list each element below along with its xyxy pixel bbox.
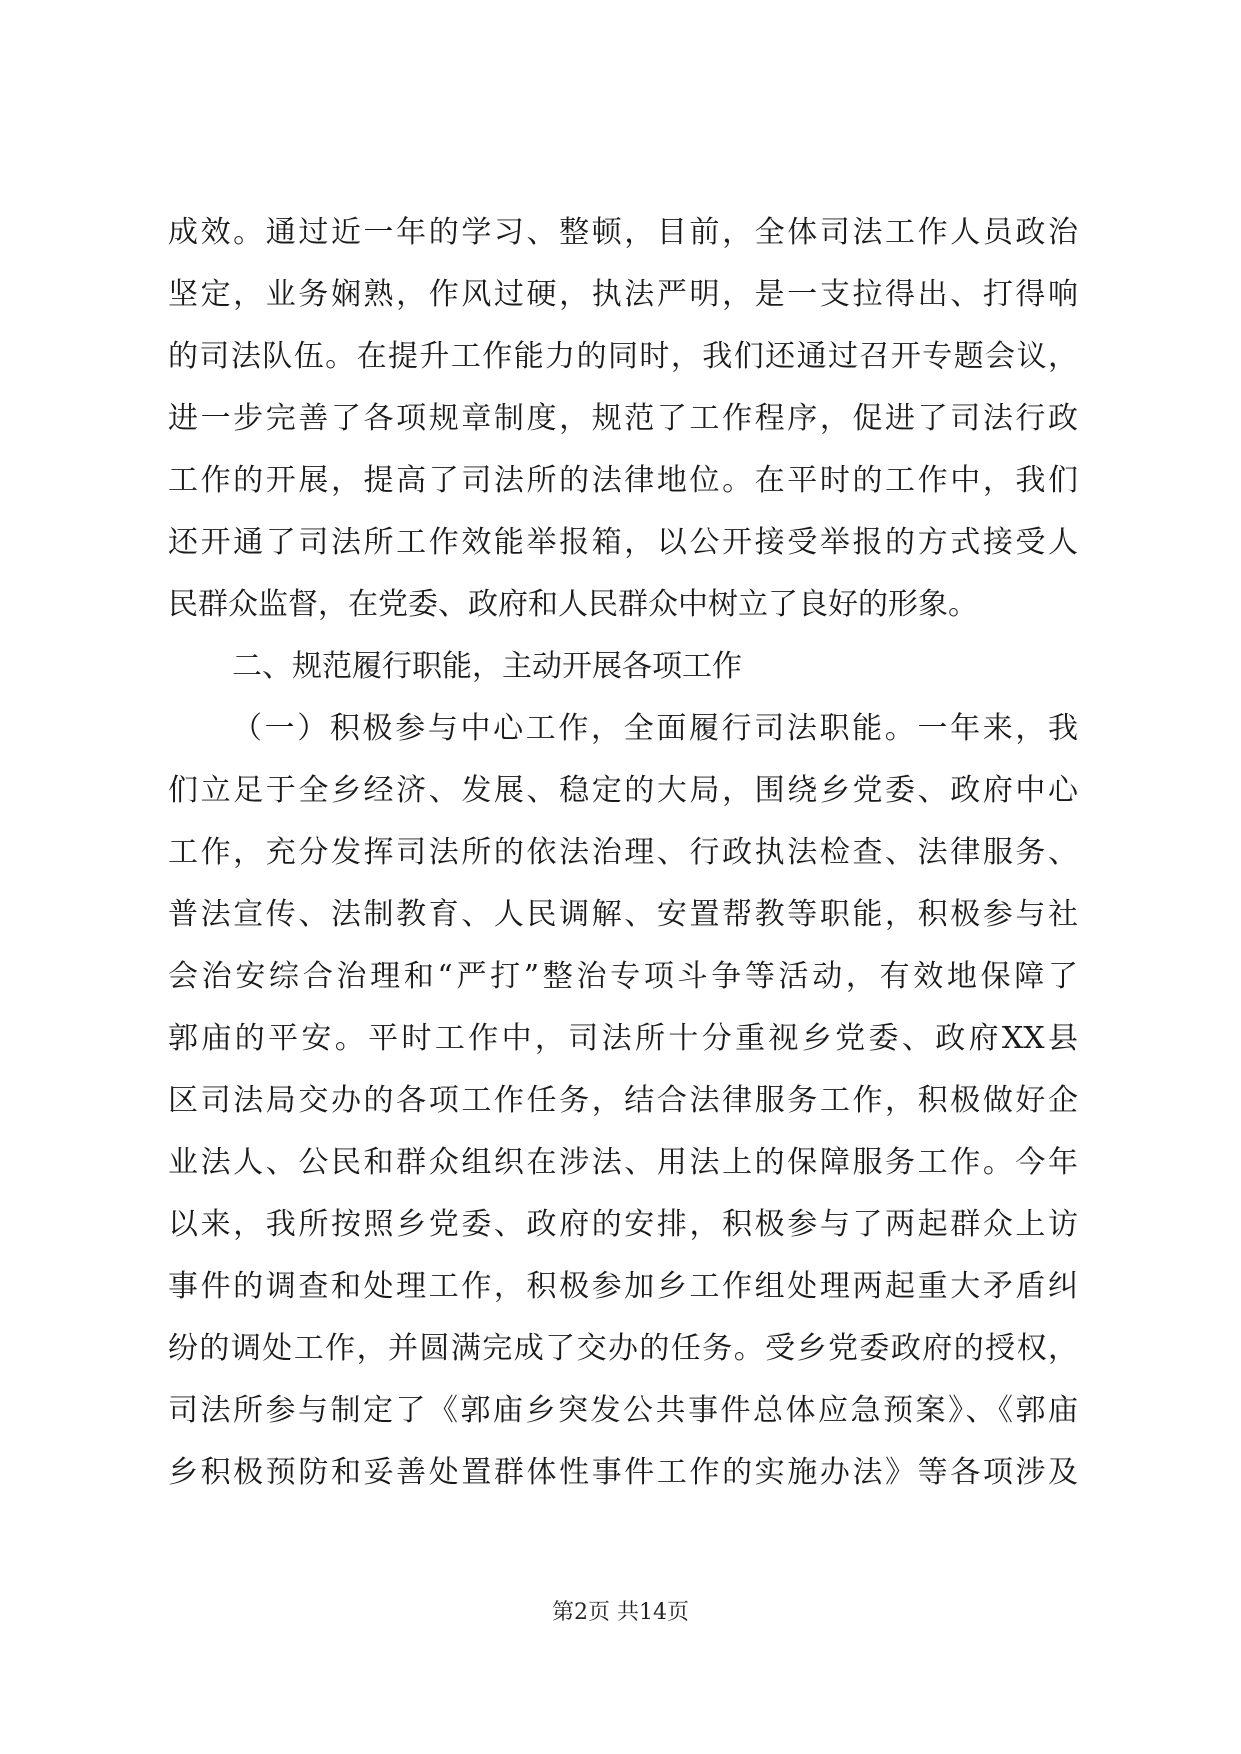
- text-line: 郭庙的平安。平时工作中，司法所十分重视乡党委、政府XX县: [168, 1021, 1078, 1056]
- text-line: 以来，我所按照乡党委、政府的安排，积极参与了两起群众上访: [168, 1207, 1078, 1242]
- text-line: 事件的调查和处理工作，积极参加乡工作组处理两起重大矛盾纠: [168, 1269, 1078, 1304]
- section-heading: 二、规范履行职能，主动开展各项工作: [232, 649, 742, 684]
- text-line: 司法所参与制定了《郭庙乡突发公共事件总体应急预案》、《郭庙: [168, 1393, 1078, 1428]
- text-line: 还开通了司法所工作效能举报箱，以公开接受举报的方式接受人: [168, 525, 1078, 560]
- text-line: 进一步完善了各项规章制度，规范了工作程序，促进了司法行政: [168, 401, 1078, 436]
- text-line: （一）积极参与中心工作，全面履行司法职能。一年来，我: [232, 711, 1078, 746]
- text-line: 会治安综合治理和“严打”整治专项斗争等活动，有效地保障了: [168, 959, 1078, 994]
- text-line: 的司法队伍。在提升工作能力的同时，我们还通过召开专题会议，: [168, 339, 1078, 374]
- text-line: 民群众监督，在党委、政府和人民群众中树立了良好的形象。: [168, 587, 978, 622]
- text-line: 乡积极预防和妥善处置群体性事件工作的实施办法》等各项涉及: [168, 1455, 1078, 1490]
- text-line: 工作的开展，提高了司法所的法律地位。在平时的工作中，我们: [168, 463, 1078, 498]
- text-line: 坚定，业务娴熟，作风过硬，执法严明，是一支拉得出、打得响: [168, 277, 1078, 312]
- text-line: 区司法局交办的各项工作任务，结合法律服务工作，积极做好企: [168, 1083, 1078, 1118]
- text-line: 成效。通过近一年的学习、整顿，目前，全体司法工作人员政治: [168, 215, 1078, 250]
- text-line: 普法宣传、法制教育、人民调解、安置帮教等职能，积极参与社: [168, 897, 1078, 932]
- page-number-footer: 第2页 共14页: [552, 1600, 689, 1625]
- text-line: 工作，充分发挥司法所的依法治理、行政执法检查、法律服务、: [168, 835, 1078, 870]
- text-line: 们立足于全乡经济、发展、稳定的大局，围绕乡党委、政府中心: [168, 773, 1078, 808]
- text-line: 业法人、公民和群众组织在涉法、用法上的保障服务工作。今年: [168, 1145, 1078, 1180]
- text-line: 纷的调处工作，并圆满完成了交办的任务。受乡党委政府的授权，: [168, 1331, 1078, 1366]
